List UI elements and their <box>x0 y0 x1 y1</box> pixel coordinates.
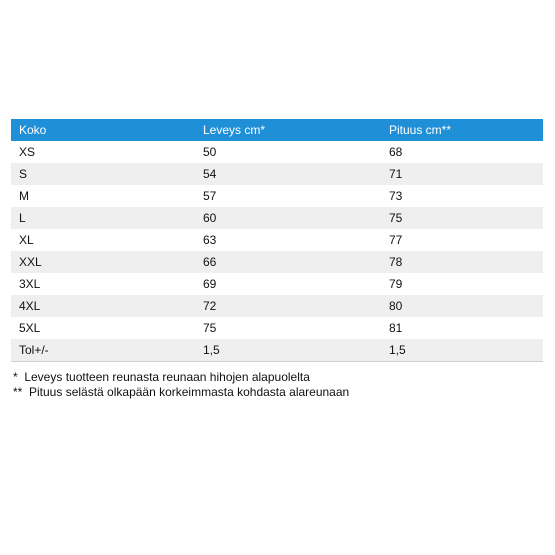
column-header-size: Koko <box>11 119 195 141</box>
cell-length: 71 <box>381 163 543 185</box>
cell-size: Tol+/- <box>11 339 195 362</box>
cell-size: XL <box>11 229 195 251</box>
table-row <box>11 317 543 339</box>
cell-length: 73 <box>381 185 543 207</box>
cell-width: 63 <box>195 229 381 251</box>
footnotes <box>13 370 349 400</box>
table-row <box>11 163 543 185</box>
cell-length: 78 <box>381 251 543 273</box>
cell-length: 79 <box>381 273 543 295</box>
cell-width: 72 <box>195 295 381 317</box>
cell-width: 54 <box>195 163 381 185</box>
cell-length: 77 <box>381 229 543 251</box>
cell-size: 3XL <box>11 273 195 295</box>
table-row <box>11 185 543 207</box>
cell-size: 5XL <box>11 317 195 339</box>
cell-width: 75 <box>195 317 381 339</box>
table-header-row <box>11 119 543 141</box>
table-row <box>11 141 543 163</box>
footnote-length: ** Pituus selästä olkapään korkeimmasta kohdasta alareunaan <box>13 385 350 399</box>
column-header-width: Leveys cm* <box>195 119 381 141</box>
cell-width: 1,5 <box>195 339 381 362</box>
cell-length: 81 <box>381 317 543 339</box>
table-row <box>11 207 543 229</box>
table-row <box>11 229 543 251</box>
cell-length: 75 <box>381 207 543 229</box>
cell-size: XXL <box>11 251 195 273</box>
cell-width: 60 <box>195 207 381 229</box>
column-header-length: Pituus cm** <box>381 119 543 141</box>
cell-size: 4XL <box>11 295 195 317</box>
cell-width: 69 <box>195 273 381 295</box>
cell-width: 66 <box>195 251 381 273</box>
table-row <box>11 295 543 317</box>
footnote-width: * Leveys tuotteen reunasta reunaan hihojen alapuolelta <box>13 370 310 384</box>
cell-size: XS <box>11 141 195 163</box>
cell-length: 1,5 <box>381 339 543 362</box>
cell-size: M <box>11 185 195 207</box>
cell-width: 50 <box>195 141 381 163</box>
cell-width: 57 <box>195 185 381 207</box>
cell-size: S <box>11 163 195 185</box>
tolerance-row <box>11 339 543 362</box>
cell-length: 68 <box>381 141 543 163</box>
cell-length: 80 <box>381 295 543 317</box>
size-chart-table <box>11 119 543 362</box>
cell-size: L <box>11 207 195 229</box>
table-row <box>11 273 543 295</box>
table-row <box>11 251 543 273</box>
